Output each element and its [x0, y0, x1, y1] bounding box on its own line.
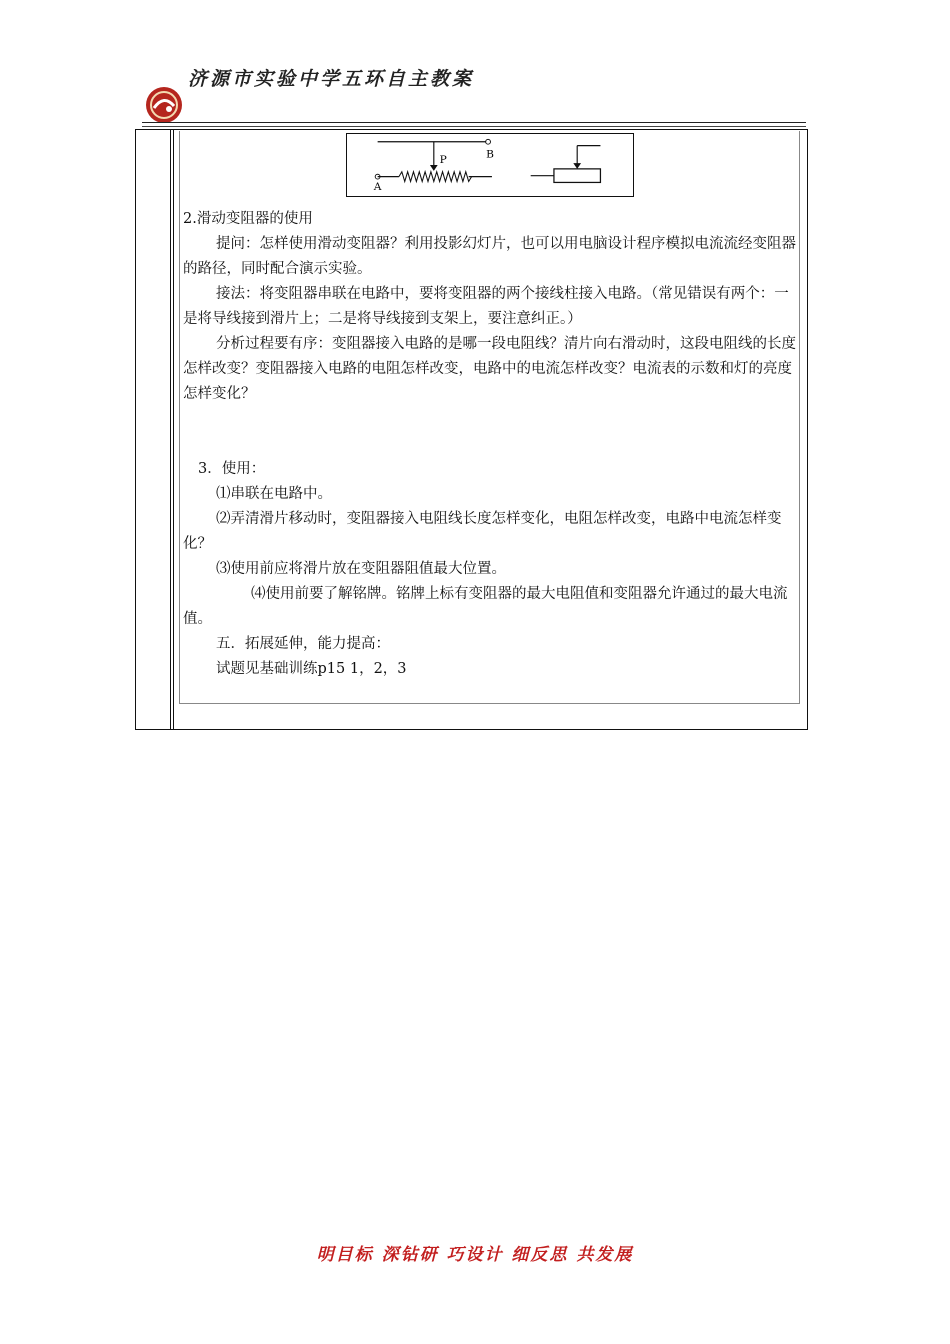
- table-column-divider-inner: [173, 129, 174, 730]
- symbol-arrow-icon: [573, 163, 581, 169]
- lesson-content: [183, 207, 799, 682]
- label-p: P: [439, 153, 447, 167]
- section-3-title: 3．使用：: [198, 461, 266, 477]
- header-rule-thin: [142, 126, 806, 127]
- content-cell-bottom-rule: [179, 703, 800, 704]
- usage-item-3: ⑶使用前应将滑片放在变阻器阻值最大位置。: [216, 561, 506, 577]
- paragraph-question: 提问：怎样使用滑动变阻器？利用投影幻灯片，也可以用电脑设计程序模拟电流流经变阻器的路径，同时配合演示实验。: [183, 236, 796, 277]
- section-2-title: 2.滑动变阻器的使用: [183, 211, 313, 227]
- school-logo-icon: [145, 86, 183, 124]
- terminal-b-icon: [486, 139, 491, 144]
- exercise-reference: 试题见基础训练p15 1，2，3: [216, 661, 407, 677]
- paragraph-connection: 接法：将变阻器串联在电路中，要将变阻器的两个接线柱接入电路。（常见错误有两个：一是将导线接到滑片上；二是将导线接到支架上，要注意纠正。）: [183, 286, 789, 327]
- header-rule: [142, 122, 806, 123]
- usage-item-1: ⑴串联在电路中。: [216, 486, 332, 502]
- table-column-divider: [170, 129, 171, 730]
- rheostat-diagram: [346, 133, 634, 197]
- label-a: A: [373, 180, 382, 194]
- rheostat-symbol: [554, 169, 601, 183]
- usage-item-2: ⑵弄清滑片移动时，变阻器接入电阻线长度怎样变化，电阻怎样改变，电路中电流怎样变化？: [183, 511, 782, 552]
- section-5-title: 五．拓展延伸，能力提高：: [216, 636, 390, 652]
- paragraph-analysis: 分析过程要有序：变阻器接入电路的是哪一段电阻线？清片向右滑动时，这段电阻线的长度怎样改变？变阻器接入电路的电阻怎样改变，电路中的电流怎样改变？电流表的示数和灯的亮度怎样变化？: [183, 336, 796, 402]
- school-header-title: 济源市实验中学五环自主教案: [188, 68, 475, 90]
- usage-item-4: ⑷使用前要了解铭牌。铭牌上标有变阻器的最大电阻值和变阻器允许通过的最大电流值。: [183, 586, 788, 627]
- slider-arrow-icon: [430, 165, 438, 171]
- label-b: B: [486, 147, 494, 161]
- footer-motto: 明目标 深钻研 巧设计 细反思 共发展: [316, 1245, 634, 1265]
- resistance-coil: [399, 172, 472, 182]
